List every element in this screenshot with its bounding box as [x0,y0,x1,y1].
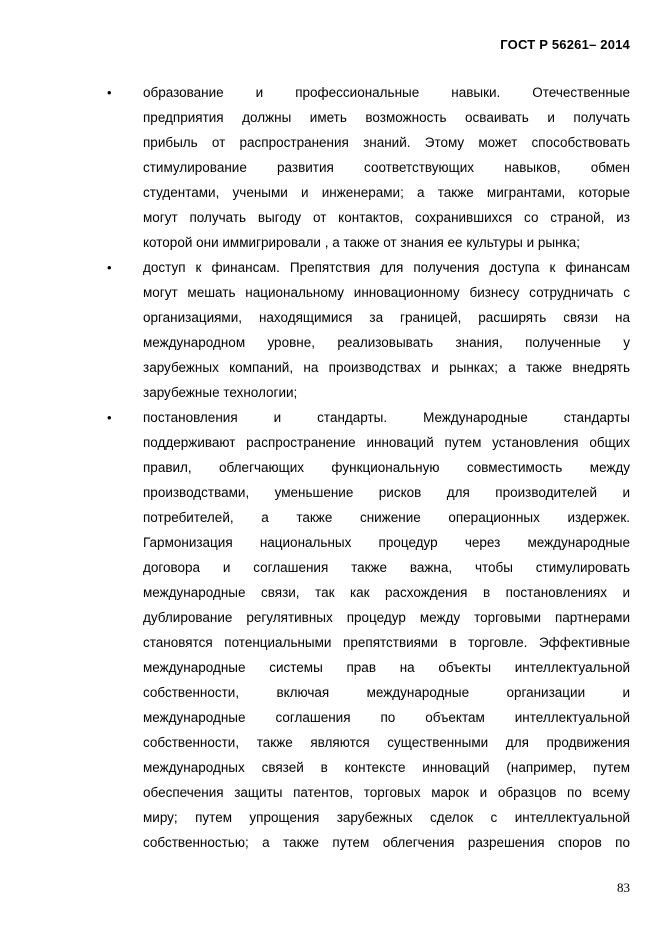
text-line: могут получать выгоду от контактов, сохранившихся со страной, из [143,210,630,225]
page-number: 83 [617,880,630,895]
text-line: договора и соглашения также важна, чтобы стимулировать [143,560,630,575]
paragraph-text [143,405,630,855]
text-line: зарубежные технологии; [143,385,298,400]
text-line: организациями, находящимися за границей, расширять связи на [143,310,630,325]
text-line: могут мешать национальному инновационному бизнесу сотрудничать с [143,285,630,300]
text-line: дублирование регулятивных процедур между торговыми партнерами [143,610,630,625]
text-line: прибыль от распространения знаний. Этому может способствовать [143,135,630,150]
text-line: становятся потенциальными препятствиями в торговле. Эффективные [143,635,630,650]
bullet-marker: • [107,410,112,425]
list-item-finance [0,255,662,405]
text-line: образование и профессиональные навыки. Отечественные [143,85,630,100]
list-item-regulations [0,405,662,855]
paragraph-text [143,255,630,405]
paragraph-text [143,80,630,255]
text-line: международном уровне, реализовывать знания, полученные у [143,335,630,350]
text-line: международные соглашения по объектам интеллектуальной [143,710,630,725]
text-line: международные системы прав на объекты интеллектуальной [143,660,630,675]
text-line: постановления и стандарты. Международные стандарты [143,410,630,425]
text-line: собственности, также являются существенными для продвижения [143,735,630,750]
bullet-marker: • [107,85,112,100]
text-line: собственностью; а также путем облегчения разрешения споров по [143,835,630,850]
text-line: обеспечения защиты патентов, торговых марок и образцов по всему [143,785,630,800]
text-line: поддерживают распространение инноваций путем установления общих [143,435,630,450]
bullet-marker: • [107,260,112,275]
text-line: студентами, учеными и инженерами; а также мигрантами, которые [143,185,630,200]
text-line: международные связи, так как расхождения в постановлениях и [143,585,630,600]
text-line: предприятия должны иметь возможность осваивать и получать [143,110,630,125]
text-line: зарубежных компаний, на производствах и рынках; а также внедрять [143,360,630,375]
text-line: международных связей в контексте инноваций (например, путем [143,760,630,775]
text-line: доступ к финансам. Препятствия для получения доступа к финансам [143,260,630,275]
text-line: собственности, включая международные организации и [143,685,630,700]
text-line: правил, облегчающих функциональную совместимость между [143,460,630,475]
text-line: производствами, уменьшение рисков для производителей и [143,485,630,500]
text-line: потребителей, а также снижение операционных издержек. [143,510,630,525]
document-body [0,80,662,855]
text-line: Гармонизация национальных процедур через международные [143,535,630,550]
text-line: миру; путем упрощения зарубежных сделок с интеллектуальной [143,810,630,825]
document-header: ГОСТ Р 56261– 2014 [500,37,630,52]
list-item-education [0,80,662,255]
text-line: которой они иммигрировали , а также от знания ее культуры и рынка; [143,235,581,250]
text-line: стимулирование развития соответствующих навыков, обмен [143,160,630,175]
